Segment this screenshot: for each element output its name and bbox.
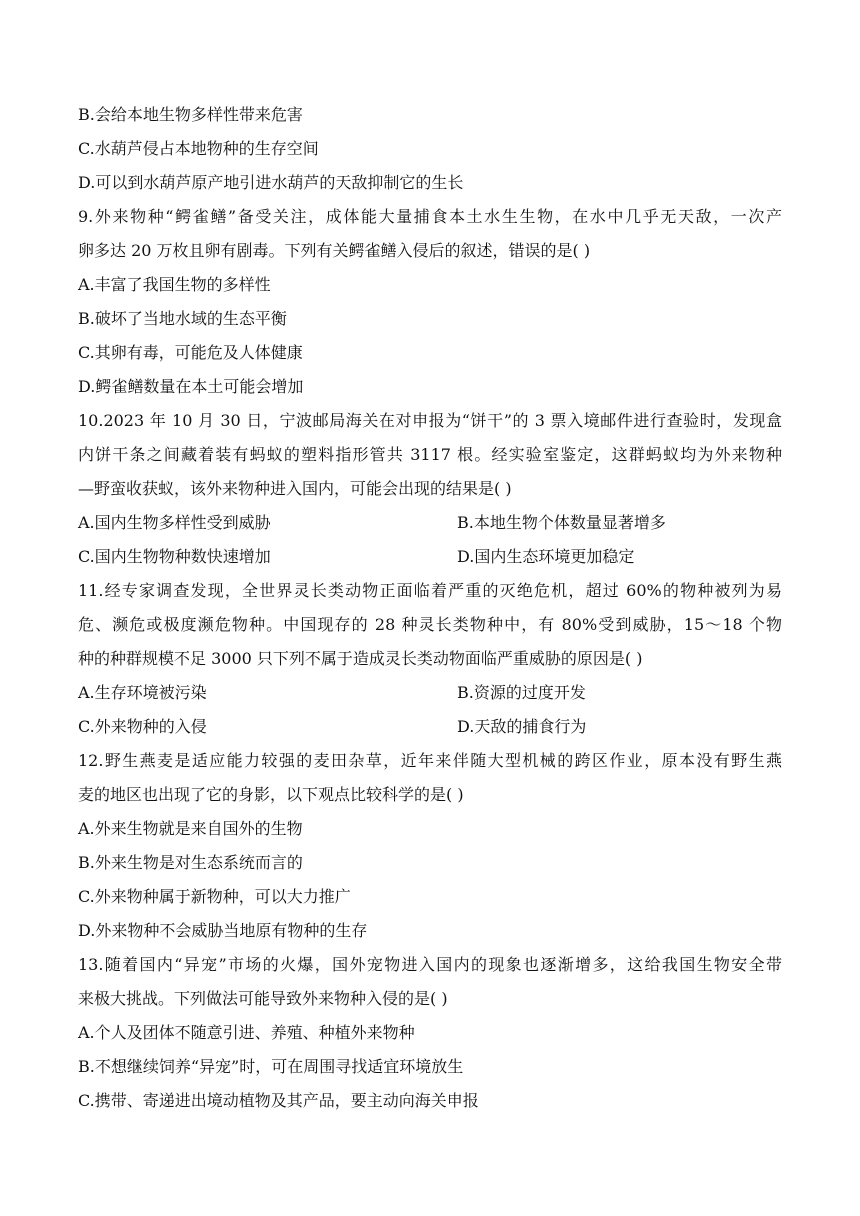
question-9-stem-line-2: 卵多达 20 万枚且卵有剧毒。下列有关鳄雀鳝入侵后的叙述，错误的是( ) [78,241,591,260]
question-10-option-a: A.国内生物多样性受到威胁 [78,513,271,532]
question-10-options-row-2 [78,545,782,569]
question-12-option-c: C.外来物种属于新物种，可以大力推广 [78,887,351,906]
question-11-option-c: C.外来物种的入侵 [78,717,207,736]
question-13-option-c: C.携带、寄递进出境动植物及其产品，要主动向海关申报 [78,1091,479,1110]
question-12-stem-line-1: 12.野生燕麦是适应能力较强的麦田杂草，近年来伴随大型机械的跨区作业，原本没有野生燕 [78,751,782,770]
option-b-text: B.会给本地生物多样性带来危害 [78,105,303,124]
question-13-option-b: B.不想继续饲养“异宠”时，可在周围寻找适宜环境放生 [78,1057,464,1076]
question-10-option-d: D.国内生态环境更加稳定 [457,547,635,566]
question-9-stem-line-1: 9.外来物种“鳄雀鳝”备受关注，成体能大量捕食本土水生生物，在水中几乎无天敌，一次产 [78,207,782,226]
question-11-options-row-1 [78,681,782,705]
question-13-stem-line-1: 13.随着国内“异宠”市场的火爆，国外宠物进入国内的现象也逐渐增多，这给我国生物安全带 [78,955,782,974]
question-9-option-d: D.鳄雀鳝数量在本土可能会增加 [78,377,304,396]
question-10-stem-line-3: —野蛮收获蚁，该外来物种进入国内，可能会出现的结果是( ) [78,479,512,498]
option-d-text: D.可以到水葫芦原产地引进水葫芦的天敌抑制它的生长 [78,173,464,192]
question-11-option-a: A.生存环境被污染 [78,683,207,702]
question-9-option-c: C.其卵有毒，可能危及人体健康 [78,343,303,362]
question-11-option-b: B.资源的过度开发 [457,683,586,702]
question-11-stem-line-2: 危、濒危或极度濒危物种。中国现存的 28 种灵长类物种中，有 80%受到威胁，15～18 个物 [78,615,782,634]
question-13-option-a: A.个人及团体不随意引进、养殖、种植外来物种 [78,1023,415,1042]
question-11-stem-line-1: 11.经专家调查发现，全世界灵长类动物正面临着严重的灭绝危机，超过 60%的物种被列为易 [78,581,782,600]
question-13-stem-line-2: 来极大挑战。下列做法可能导致外来物种入侵的是( ) [78,989,448,1008]
question-10-option-b: B.本地生物个体数量显著增多 [457,513,666,532]
question-11-stem-line-3: 种的种群规模不足 3000 只下列不属于造成灵长类动物面临严重威胁的原因是( ) [78,649,643,668]
question-12-option-d: D.外来物种不会威胁当地原有物种的生存 [78,921,368,940]
question-11-options-row-2 [78,715,782,739]
question-10-stem-line-2: 内饼干条之间藏着装有蚂蚁的塑料指形管共 3117 根。经实验室鉴定，这群蚂蚁均为外来物种 [78,445,782,464]
option-c-text: C.水葫芦侵占本地物种的生存空间 [78,139,319,158]
question-9-option-b: B.破坏了当地水域的生态平衡 [78,309,287,328]
question-12-option-b: B.外来生物是对生态系统而言的 [78,853,303,872]
question-10-option-c: C.国内生物物种数快速增加 [78,547,271,566]
question-10-stem-line-1: 10.2023 年 10 月 30 日，宁波邮局海关在对申报为“饼干”的 3 票入境邮件进行查验时，发现盒 [78,411,782,430]
question-9-option-a: A.丰富了我国生物的多样性 [78,275,271,294]
question-12-stem-line-2: 麦的地区也出现了它的身影，以下观点比较科学的是( ) [78,785,464,804]
question-11-option-d: D.天敌的捕食行为 [457,717,587,736]
question-10-options-row-1 [78,511,782,535]
question-12-option-a: A.外来生物就是来自国外的生物 [78,819,303,838]
